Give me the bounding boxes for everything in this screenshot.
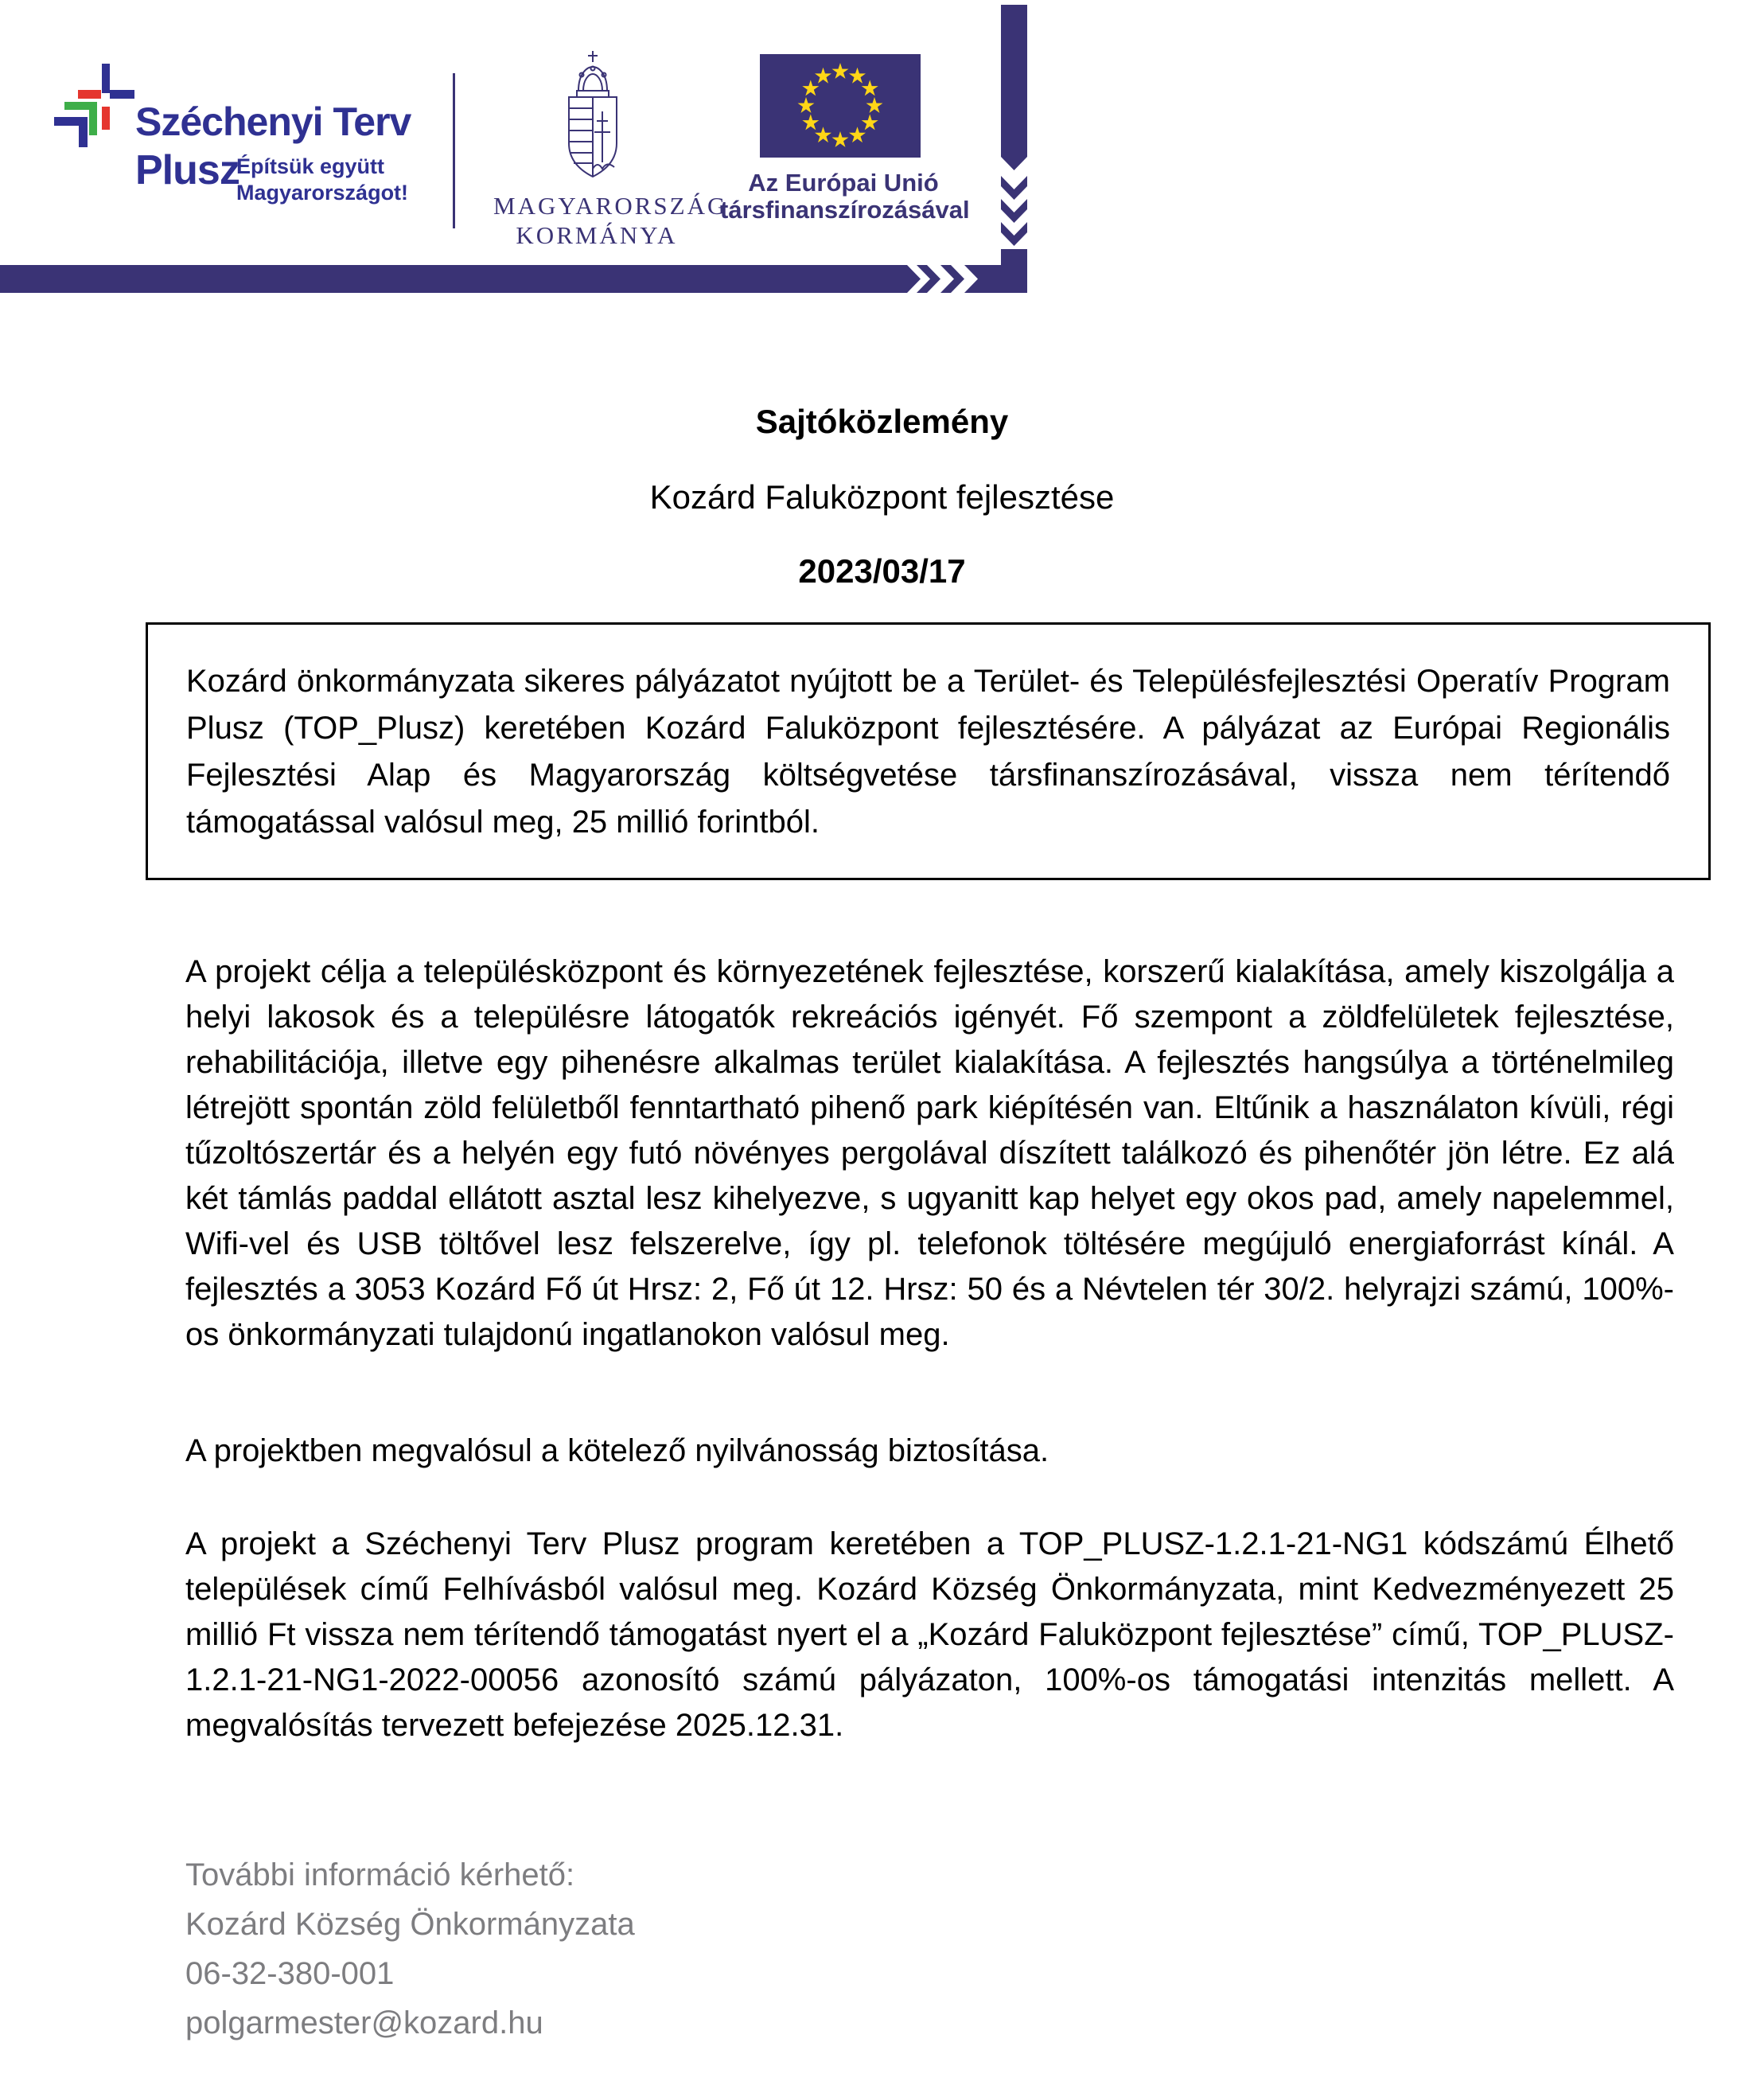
body-paragraph: A projektben megvalósul a kötelező nyilvánosság biztosítása. xyxy=(185,1433,1049,1468)
szechenyi-logo-text-line1: Széchenyi Terv xyxy=(135,99,411,144)
contact-block xyxy=(185,1850,1674,2048)
body-paragraph: A projekt célja a településközpont és környezetének fejlesztése, korszerű kialakítása, amely kiszolgálja a helyi lakosok és a településre látogatók rekreációs igényét. Fő szempont a zöldfelületek fejlesztése, rehabilitációja, illetve egy pihenésre alkalmas terület kialakítása. A fejlesztés hangsúlya a történelmileg létrejött spontán zöld felületből fenntartható pihenő park kiépítésén van. Eltűnik a használaton kívüli, régi tűzoltószertár és a helyén egy futó növényes pergolával díszített találkozó és pihenőtér jön létre. Ez alá két támlás paddal ellátott asztal lesz kihelyezve, s ugyanitt kap helyet egy okos pad, amely napelemmel, Wifi-vel és USB töltővel lesz felszerelve, így pl. telefonok töltésére megújuló energiaforrást kínál. A fejlesztés a 3053 Kozárd Fő út Hrsz: 2, Fő út 12. Hrsz: 50 és a Névtelen tér 30/2. helyrajzi számú, 100%-os önkormányzati tulajdonú ingatlanokon valósul meg. xyxy=(185,954,1674,1352)
lead-paragraph: Kozárd önkormányzata sikeres pályázatot nyújtott be a Terület- és Településfejlesztési Operatív Program Plusz (TOP_Plusz) keretében Kozárd Faluközpont fejlesztésére. A pályázat az Európai Regionális Fejlesztési Alap és Magyarország költségvetése társfinanszírozásával, vissza nem térítendő támogatással valósul meg, 25 millió forintból. xyxy=(186,664,1670,840)
government-label-line1: MAGYARORSZÁG xyxy=(493,192,728,220)
szechenyi-logo-tagline1: Építsük együtt xyxy=(236,154,385,178)
page-title: Sajtóközlemény xyxy=(755,403,1009,440)
eu-cofinancing-label-line2: társfinanszírozásával xyxy=(720,196,970,224)
szechenyi-logo-tagline2: Magyarországot! xyxy=(236,181,409,205)
header-chevron-border-graphic xyxy=(0,0,1034,294)
body-text xyxy=(185,949,1674,1748)
body-paragraph: A projekt a Széchenyi Terv Plusz program keretében a TOP_PLUSZ-1.2.1-21-NG1 kódszámú Élhető települések című Felhívásból valósul meg. Kozárd Község Önkormányzata, mint Kedvezményezett 25 millió Ft vissza nem térítendő támogatást nyert el a „Kozárd Faluközpont fejlesztése” című, TOP_PLUSZ-1.2.1-21-NG1-2022-00056 azonosító számú pályázaton, 100%-os támogatási intenzitás mellett. A megvalósítás tervezett befejezése 2025.12.31. xyxy=(185,1526,1674,1743)
government-label-line2: KORMÁNYA xyxy=(516,221,678,249)
release-date: 2023/03/17 xyxy=(798,552,966,590)
contact-email: polgarmester@kozard.hu xyxy=(185,2005,543,2040)
contact-intro: További információ kérhető: xyxy=(185,1857,575,1892)
title-block xyxy=(0,293,1764,590)
eu-cofinancing-label-line1: Az Európai Unió xyxy=(748,169,939,197)
header xyxy=(0,0,1764,293)
contact-organization: Kozárd Község Önkormányzata xyxy=(185,1907,635,1942)
contact-phone: 06-32-380-001 xyxy=(185,1956,395,1991)
project-subtitle: Kozárd Faluközpont fejlesztése xyxy=(649,478,1115,516)
lead-box xyxy=(146,622,1711,880)
szechenyi-logo-text-line2: Plusz xyxy=(135,147,239,193)
